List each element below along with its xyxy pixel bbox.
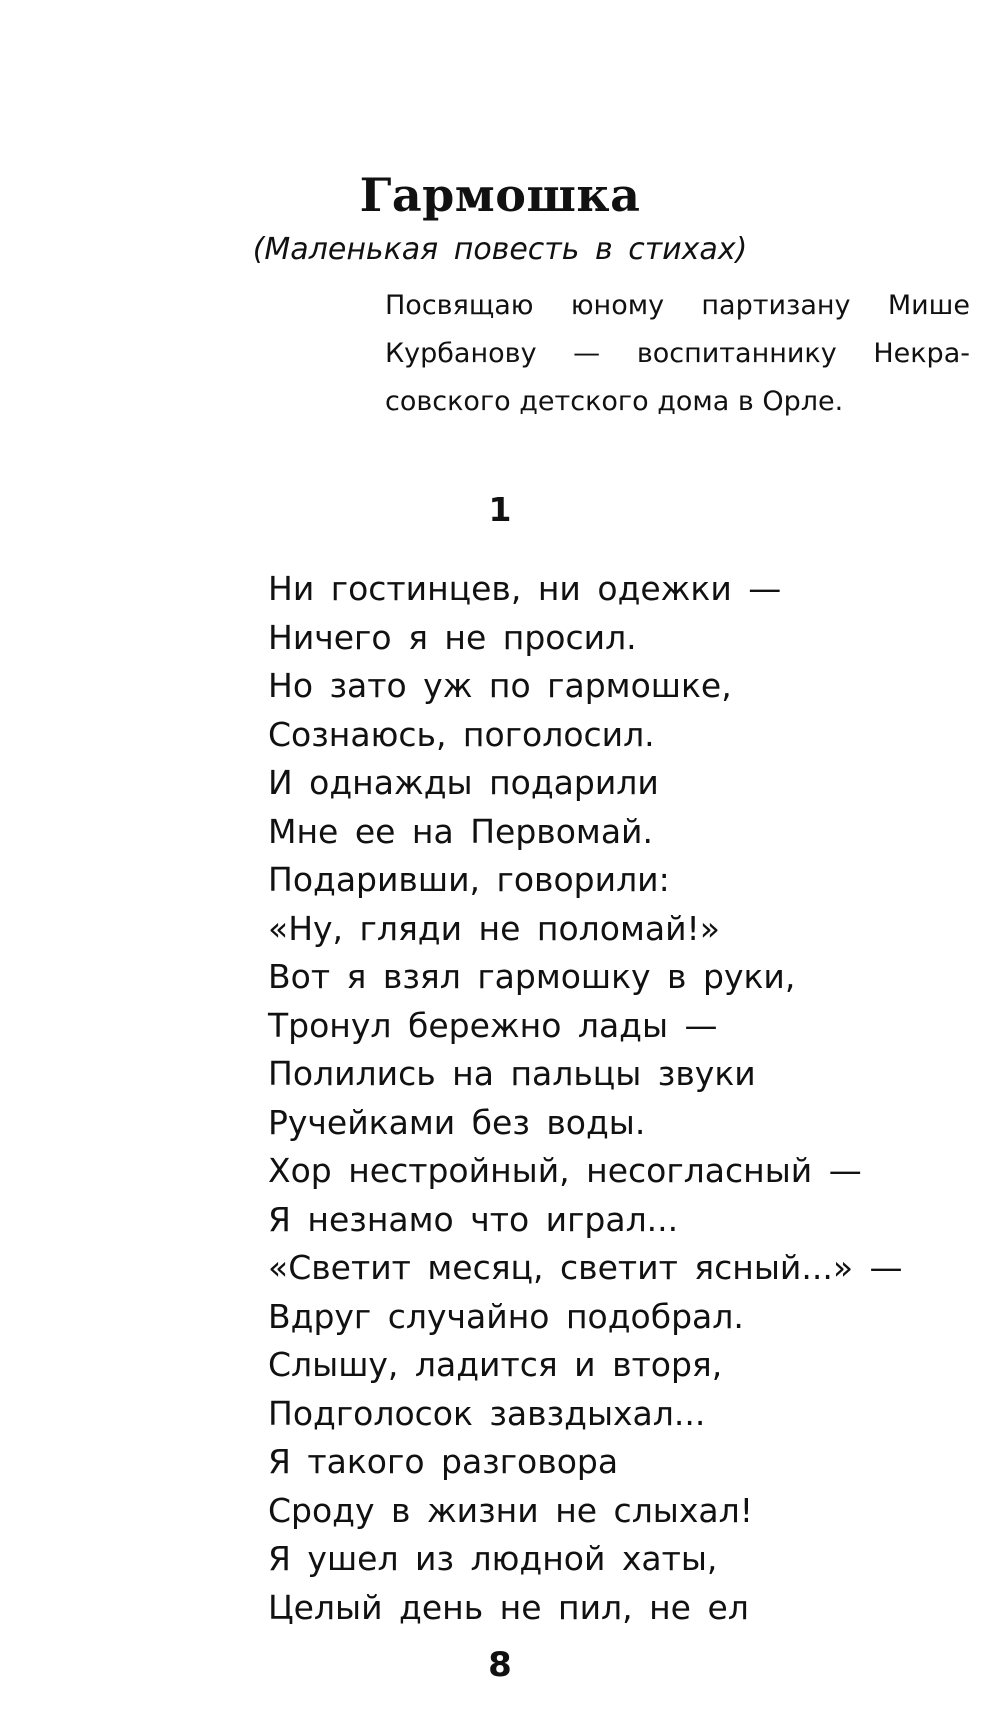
poem-verse <box>268 565 903 1632</box>
verse-line: И однажды подарили <box>268 763 659 802</box>
page-number: 8 <box>488 1645 512 1685</box>
verse-line: Хор нестройный, несогласный — <box>268 1151 862 1190</box>
poem-subtitle: (Маленькая повесть в стихах) <box>252 232 748 267</box>
verse-line: Я незнамо что играл... <box>268 1199 679 1239</box>
verse-line: Тронул бережно лады — <box>268 1005 718 1045</box>
verse-line: Сроду в жизни не слыхал! <box>268 1490 753 1530</box>
verse-line: Целый день не пил, не ел <box>268 1587 749 1627</box>
verse-line: «Светит месяц, светит ясный...» — <box>268 1248 903 1287</box>
verse-line: Подголосок завздыхал... <box>268 1393 706 1433</box>
verse-line: Вот я взял гармошку в руки, <box>268 957 796 996</box>
verse-line: Я ушел из людной хаты, <box>268 1539 718 1578</box>
section-number: 1 <box>488 490 512 529</box>
verse-line: Ни гостинцев, ни одежки — <box>268 569 782 608</box>
verse-line: Слышу, ладится и вторя, <box>268 1345 723 1384</box>
verse-line: «Ну, гляди не поломай!» <box>268 908 720 948</box>
verse-line: Сознаюсь, поголосил. <box>268 714 655 754</box>
dedication-line: совского детского дома в Орле. <box>385 386 844 417</box>
dedication-line: Курбанову — воспитаннику Некра- <box>385 338 970 369</box>
dedication-line: Посвящаю юному партизану Мише <box>385 290 970 321</box>
verse-line: Подаривши, говорили: <box>268 860 670 899</box>
verse-line: Вдруг случайно подобрал. <box>268 1296 744 1336</box>
verse-line: Но зато уж по гармошке, <box>268 666 732 705</box>
verse-line: Полились на пальцы звуки <box>268 1054 756 1093</box>
verse-line: Ручейками без воды. <box>268 1102 646 1142</box>
verse-line: Мне ее на Первомай. <box>268 811 653 851</box>
poem-title: Гармошка <box>359 168 641 222</box>
dedication <box>385 282 970 426</box>
verse-line: Я такого разговора <box>268 1442 619 1481</box>
verse-line: Ничего я не просил. <box>268 617 637 657</box>
